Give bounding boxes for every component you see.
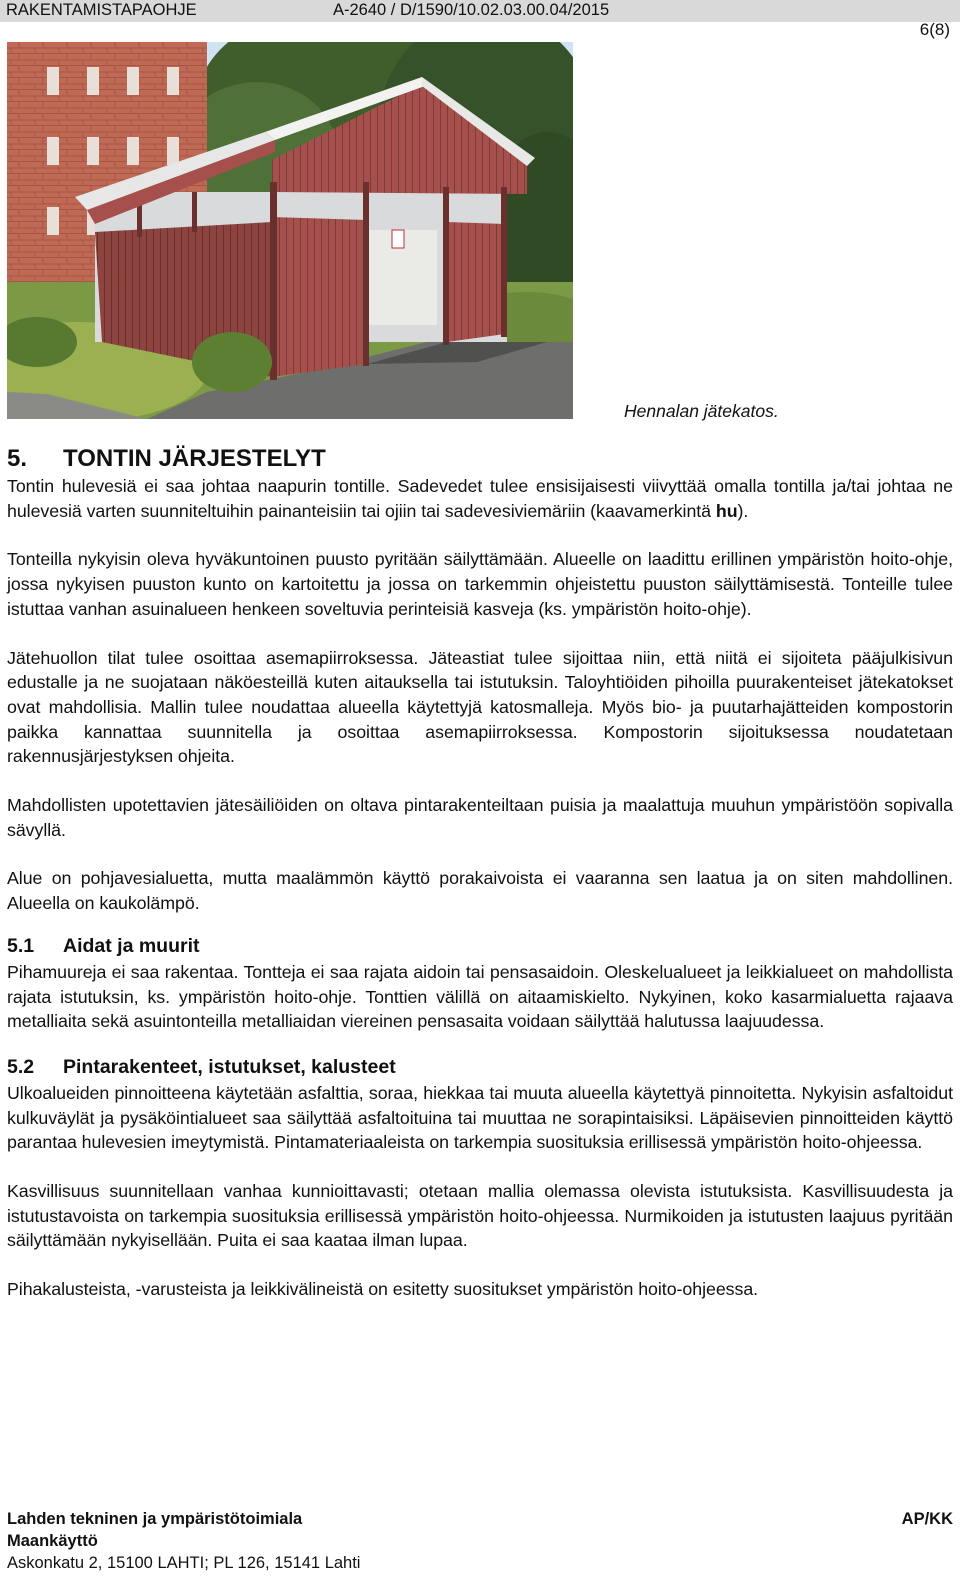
header-doc-type: RAKENTAMISTAPAOHJE <box>6 1 197 19</box>
footer-initials: AP/KK <box>901 1510 953 1528</box>
paragraph: Pihakalusteista, -varusteista ja leikkivälineistä on esitetty suositukset ympäristön hoito-ohjeessa. <box>7 1279 759 1300</box>
section-5-2-heading <box>7 1054 953 1081</box>
footer-unit: Maankäyttö <box>7 1532 98 1550</box>
paragraph: Alue on pohjavesialuetta, mutta maalämmön käyttö porakaivoista ei vaaranna sen laatua ja on siten mahdollinen. Alueella on kaukolämpö. <box>7 868 953 914</box>
header-doc-number: A-2640 / D/1590/10.02.03.00.04/2015 <box>333 1 610 19</box>
section-number: 5.2 <box>7 1055 35 1078</box>
section-title: TONTIN JÄRJESTELYT <box>63 445 326 472</box>
section-title: Aidat ja muurit <box>63 934 200 957</box>
paragraph: Mahdollisten upotettavien jätesäiliöiden on oltava pintarakenteiltaan puisia ja maalattuja muuhun ympäristöön sopivalla sävyllä. <box>7 795 953 840</box>
footer-organization: Lahden tekninen ja ympäristötoimiala <box>7 1510 303 1528</box>
paragraph: Jätehuollon tilat tulee osoittaa asemapiirroksessa. Jäteastiat tulee sijoittaa niin, että niitä ei sijoiteta pääjulkisivun edustalle ja ne suojataan näköesteillä kuten aitauksella tai istutuksin. Taloyhtiöiden pihoilla puurakenteiset jätekatokset ovat mahdollisia. Mallin tulee noudattaa alueella käytettyjä katosmalleja. Myös bio- ja puutarhajätteiden kompostorin paikka kannattaa suunnitella ja osoittaa asemapiirroksessa. Kompostorin sijoituksessa noudatetaan rakennusjärjestyksen ohjeita. <box>7 647 953 767</box>
section-number: 5.1 <box>7 934 35 957</box>
waste-shelter-photo <box>7 42 573 419</box>
paragraph: Tontin hulevesiä ei saa johtaa naapurin tontille. Sadevedet tulee ensisijaisesti viivyttää omalla tontilla ja/tai johtaa ne hulevesiä varten suunniteltuihin painanteisiin tai ojiin tai sadevesiviemäriin (kaavamerkintä hu). <box>7 476 953 521</box>
section-title: Pintarakenteet, istutukset, kalusteet <box>63 1055 396 1078</box>
plan-marking: hu <box>715 500 738 521</box>
section-5-1-heading <box>7 933 953 960</box>
page-number: 6(8) <box>919 20 950 39</box>
footer-address: Askonkatu 2, 15100 LAHTI; PL 126, 15141 Lahti <box>7 1554 361 1572</box>
paragraph: Ulkoalueiden pinnoitteena käytetään asfalttia, soraa, hiekkaa tai muuta alueella käytettyä pinnoitetta. Nykyisin asfaltoidut kulkuväylät ja pysäköintialueet saa säilyttää asfaltoituina tai muuttaa ne sorapintaisiksi. Läpäisevien pinnoitteiden käyttö parantaa hulevesien imeytymistä. Pintamateriaaleista on tarkempia suosituksia erillisessä ympäristön hoito-ohjeessa. <box>7 1082 953 1153</box>
photo-caption: Hennalan jätekatos. <box>624 401 779 421</box>
section-number: 5. <box>7 445 28 472</box>
section-5-heading <box>7 444 953 474</box>
document-body <box>7 444 953 1326</box>
page-header <box>0 0 960 22</box>
paragraph: Tonteilla nykyisin oleva hyväkuntoinen puusto pyritään säilyttämään. Alueelle on laadittu erillinen ympäristön hoito-ohje, jossa nykyisen puuston kunto on kartoitettu ja jossa on tarkemmin ohjeistettu puuston säilyttämisestä. Tonteille tulee istuttaa vanhan asuinalueen henkeen soveltuvia perinteisiä kasveja (ks. ympäristön hoito-ohje). <box>7 549 953 619</box>
page-footer <box>7 1508 953 1574</box>
paragraph: Pihamuureja ei saa rakentaa. Tontteja ei saa rajata aidoin tai pensasaidoin. Oleskelualueet ja leikkialueet on mahdollista rajata istutuksin, ks. ympäristön hoito-ohje. Tonttien välillä on aitaamiskielto. Nykyinen, koko kasarmialuetta rajaava metalliaita sekä asuintonteilla metalliaidan viereinen pensasaita voidaan säilyttää halutussa laajuudessa. <box>7 961 953 1032</box>
paragraph: Kasvillisuus suunnitellaan vanhaa kunnioittavasti; otetaan mallia olemassa olevista istutuksista. Kasvillisuudesta ja istutustavoista on tarkempia suosituksia erillisessä ympäristön hoito-ohjeessa. Nurmikoiden ja istutusten laajuus pyritään säilyttämään nykyisellään. Puita ei saa kaataa ilman lupaa. <box>7 1181 953 1251</box>
